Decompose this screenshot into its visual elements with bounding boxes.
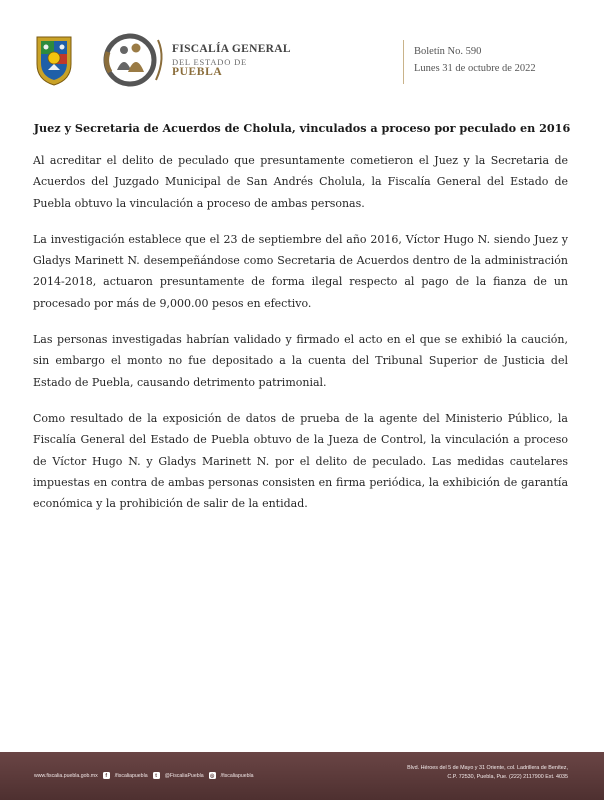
header-divider (403, 40, 404, 84)
letterhead (0, 0, 604, 100)
address-line2: C.P. 72530, Puebla, Pue. (222) 2117900 Ext. 4035 (447, 773, 568, 780)
footer-address (407, 764, 568, 781)
twitter-link[interactable]: @FiscaliaPuebla (164, 772, 204, 779)
org-name-line1: FISCALÍA GENERAL (172, 43, 291, 55)
website-link[interactable]: www.fiscalia.puebla.gob.mx (34, 772, 98, 779)
organization-name (172, 44, 291, 79)
instagram-link[interactable]: /fiscaliapuebla (220, 772, 254, 779)
address-line1: Blvd. Héroes del 5 de Mayo y 31 Oriente, col. Ladrillera de Benítez, (407, 765, 568, 771)
org-name-line3: PUEBLA (172, 66, 223, 78)
puebla-state-coat-of-arms-icon (34, 34, 74, 86)
bulletin-number: Boletín No. 590 (414, 46, 482, 57)
paragraph-1: Al acreditar el delito de peculado que presuntamente cometieron el Juez y la Secretaria de Acuerdos del Juzgado Municipal de San Andrés Cholula, la Fiscalía General del Estado de Puebla obtuvo la vinculación a proceso de ambas personas. (33, 154, 568, 210)
bulletin-info (414, 43, 536, 77)
paragraph-4: Como resultado de la exposición de datos de prueba de la agente del Ministerio Público, la Fiscalía General del Estado de Puebla obtuvo de la Jueza de Control, la vinculación a proceso de Víctor Hugo N. y Gladys Marinett N. por el delito de peculado. Las medidas cautelares impuestas en contra de ambas personas consisten en firma periódica, la exhibición de garantía económica y la prohibición de salir de la entidad. (33, 411, 568, 511)
org-name-line2: DEL ESTADO DE (172, 56, 248, 67)
footer-bar (0, 752, 604, 800)
press-release-body (33, 150, 568, 529)
twitter-icon: t (153, 772, 160, 779)
facebook-link[interactable]: /fiscaliapuebla (114, 772, 148, 779)
fiscalia-logo-icon (100, 32, 170, 87)
paragraph-3: Las personas investigadas habrían validado y firmado el acto en el que se exhibió la caución, sin embargo el monto no fue depositado a la cuenta del Tribunal Superior de Justicia del Estado de Puebla, causando detrimento patrimonial. (33, 333, 568, 389)
facebook-icon: f (103, 772, 110, 779)
footer-social-links (34, 772, 254, 779)
instagram-icon: ◎ (209, 772, 215, 779)
paragraph-2: La investigación establece que el 23 de septiembre del año 2016, Víctor Hugo N. siendo Juez y Gladys Marinett N. desempeñándose como Secretaria de Acuerdos dentro de la administración 2014-2018, actuaron presuntamente de forma ilegal respecto al pago de la fianza de un procesado por más de 9,000.00 pesos en efectivo. (33, 232, 568, 310)
bulletin-date: Lunes 31 de octubre de 2022 (414, 63, 536, 74)
press-release-headline: Juez y Secretaria de Acuerdos de Cholula, vinculados a proceso por peculado en 2016 (33, 121, 571, 135)
